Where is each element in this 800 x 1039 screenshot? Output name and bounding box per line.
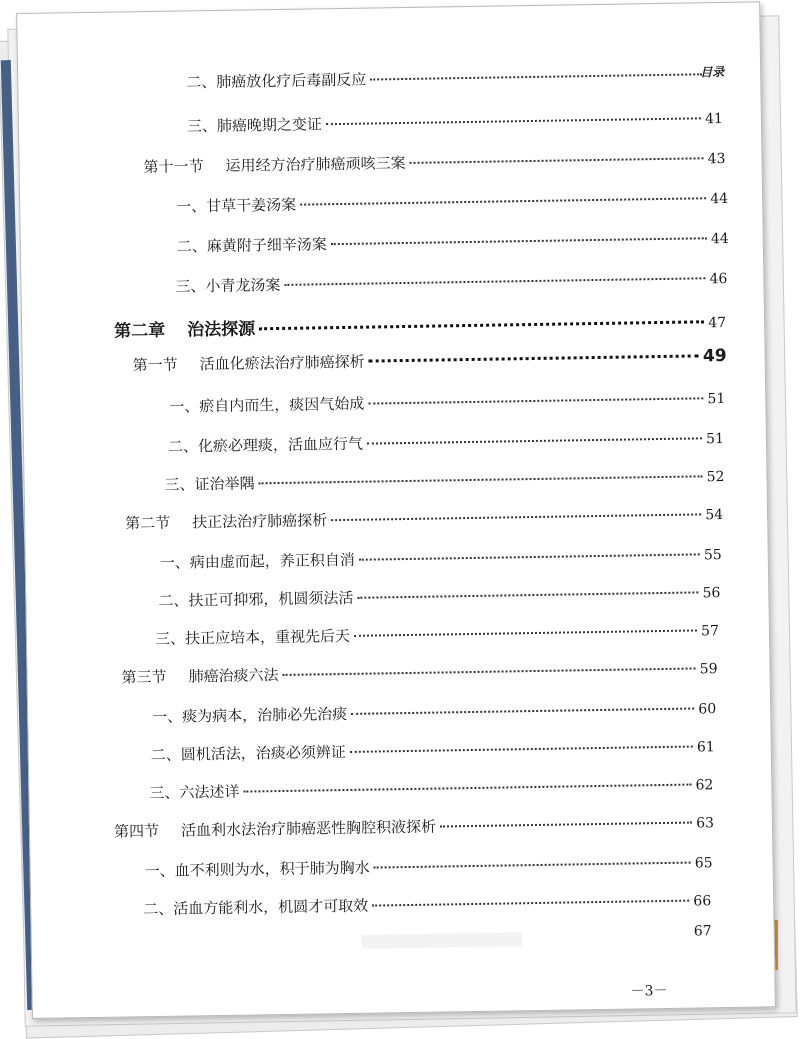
toc-entry: 三、扶正应培本，重视先后天 57 xyxy=(154,623,720,648)
toc-entry: 一、病由虚而起，养正积自消 55 xyxy=(159,547,722,572)
toc-entry: 一、瘀自内而生，痰因气始成 51 xyxy=(169,390,726,416)
dot-leader xyxy=(283,667,696,675)
dot-leader xyxy=(259,320,704,330)
toc-entry: 三、证治举隅 52 xyxy=(164,469,725,494)
dot-leader xyxy=(368,397,703,404)
dot-leader xyxy=(331,513,701,521)
toc-entry: 三、肺癌晚期之变证 41 xyxy=(186,110,724,136)
toc-page xyxy=(16,1,776,1019)
toc-section-entry: 第一节 活血化瘀法治疗肺癌探析 49 xyxy=(132,345,727,375)
dot-leader xyxy=(440,822,692,828)
toc-chapter-entry: 第二章 治法探源 47 xyxy=(114,314,727,342)
toc-section-entry: 第四节 活血利水法治疗肺癌恶性胸腔积液探析 63 xyxy=(113,815,715,841)
dot-leader xyxy=(259,475,703,484)
dot-leader xyxy=(350,746,693,753)
table-of-contents xyxy=(17,2,775,1018)
dot-leader xyxy=(300,197,706,205)
bleed-through-text xyxy=(362,932,522,949)
dot-leader xyxy=(370,73,702,80)
toc-entry: 二、肺癌放化疗后毒副反应 xyxy=(186,63,706,92)
toc-section-entry: 第十一节 运用经方治疗肺癌顽咳三案 43 xyxy=(143,150,726,177)
dot-leader xyxy=(357,591,698,598)
toc-entry: 二、化瘀必理痰，活血应行气 51 xyxy=(167,431,725,456)
toc-entry: 一、甘草干姜汤案 44 xyxy=(176,190,729,216)
dot-leader xyxy=(331,237,707,245)
toc-entry: 二、扶正可抑邪，机圆须法活 56 xyxy=(158,585,721,610)
toc-entry: 一、痰为病本，治肺必先治痰 60 xyxy=(152,701,717,727)
toc-entry: 二、圆机活法，治痰必须辨证 61 xyxy=(150,739,715,765)
dot-leader xyxy=(326,117,701,125)
toc-entry: 三、小青龙汤案 46 xyxy=(175,270,728,296)
dot-leader xyxy=(367,437,702,444)
dot-leader xyxy=(372,900,689,907)
page-number: －3－ xyxy=(630,982,668,1000)
toc-entry: 二、麻黄附子细辛汤案 44 xyxy=(176,230,729,256)
toc-entry: 三、六法述详 62 xyxy=(149,777,714,803)
dot-leader xyxy=(351,708,694,715)
dot-leader xyxy=(374,862,691,869)
dot-leader xyxy=(354,629,697,636)
dot-leader xyxy=(243,784,691,793)
toc-entry: 67 xyxy=(693,923,712,940)
dot-leader xyxy=(410,157,704,164)
dot-leader xyxy=(359,553,700,560)
running-header: 目录 xyxy=(700,64,725,80)
toc-entry: 二、活血方能利水，机圆才可取效 66 xyxy=(143,893,712,919)
toc-section-entry: 第三节 肺癌治痰六法 59 xyxy=(121,661,718,687)
dot-leader xyxy=(284,277,705,286)
toc-section-entry: 第二节 扶正法治疗肺癌探析 54 xyxy=(125,507,724,533)
dot-leader xyxy=(369,354,699,362)
toc-entry: 一、血不利则为水，积于肺为胸水 65 xyxy=(144,855,713,881)
